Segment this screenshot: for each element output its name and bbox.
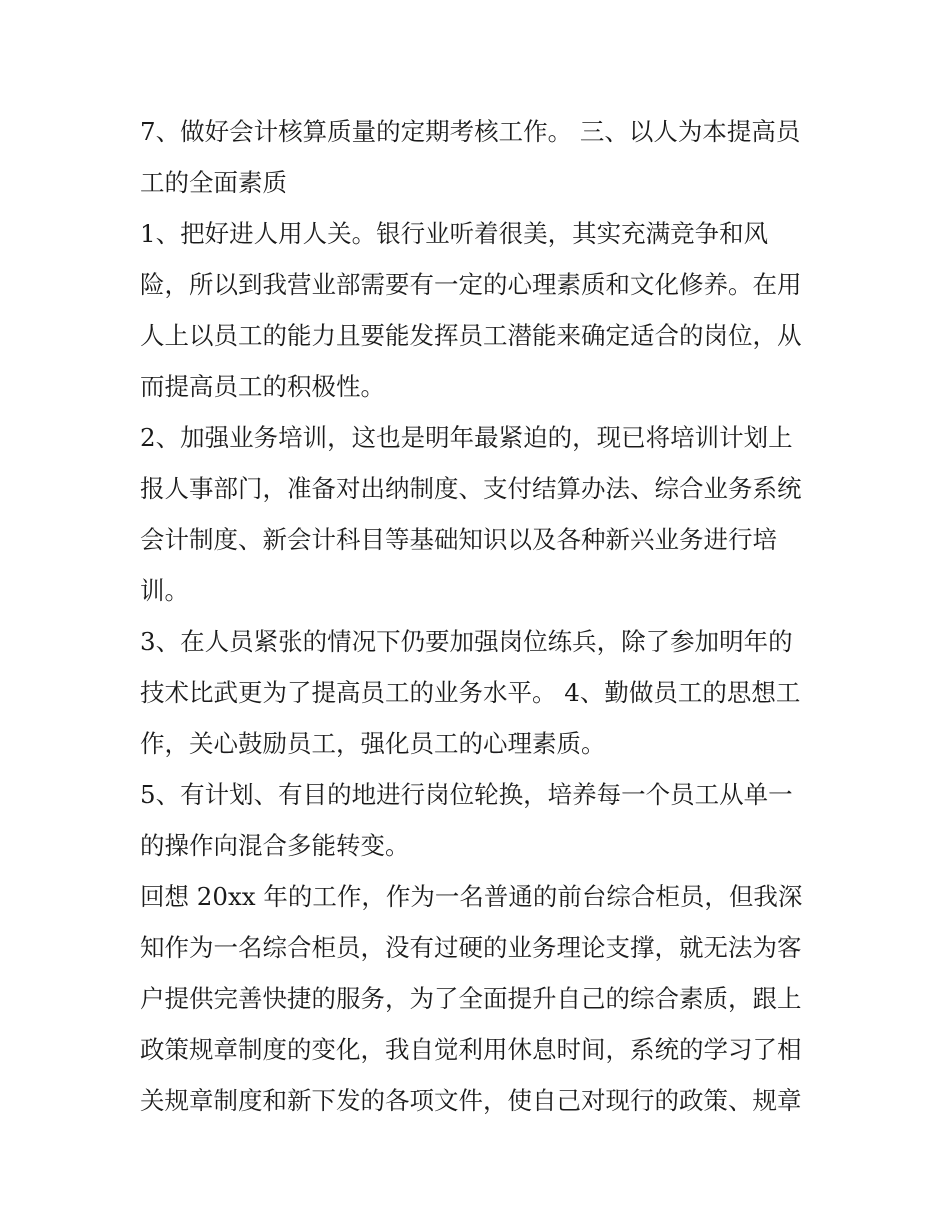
text-line: 户提供完善快捷的服务，为了全面提升自己的综合素质，跟上 — [140, 984, 802, 1013]
text-line: 7、做好会计核算质量的定期考核工作。 三、以人为本提高员 — [140, 117, 801, 146]
text-line: 2、加强业务培训，这也是明年最紧迫的，现已将培训计划上 — [140, 423, 793, 452]
text-line: 知作为一名综合柜员，没有过硬的业务理论支撑，就无法为客 — [140, 933, 802, 962]
paragraph-item-5 — [140, 769, 830, 871]
document-body — [140, 106, 830, 1126]
paragraph-item-2 — [140, 412, 830, 616]
text-line: 工的全面素质 — [140, 168, 287, 197]
text-line: 关规章制度和新下发的各项文件，使自己对现行的政策、规章 — [140, 1086, 802, 1115]
text-line: 作，关心鼓励员工，强化员工的心理素质。 — [140, 729, 606, 758]
text-line: 的操作向混合多能转变。 — [140, 831, 410, 860]
paragraph-item-3 — [140, 616, 830, 769]
text-line: 政策规章制度的变化，我自觉利用休息时间，系统的学习了相 — [140, 1035, 802, 1064]
text-line: 险，所以到我营业部需要有一定的心理素质和文化修养。在用 — [140, 270, 802, 299]
text-line: 而提高员工的积极性。 — [140, 372, 385, 401]
text-line: 训。 — [140, 576, 189, 605]
paragraph-review — [140, 871, 830, 1126]
paragraph-item-1 — [140, 208, 830, 412]
text-line: 会计制度、新会计科目等基础知识以及各种新兴业务进行培 — [140, 525, 777, 554]
text-line: 5、有计划、有目的地进行岗位轮换，培养每一个员工从单一 — [140, 780, 793, 809]
text-line: 报人事部门，准备对出纳制度、支付结算办法、综合业务系统 — [140, 474, 802, 503]
text-line: 技术比武更为了提高员工的业务水平。 4、勤做员工的思想工 — [140, 678, 801, 707]
text-line: 人上以员工的能力且要能发挥员工潜能来确定适合的岗位，从 — [140, 321, 802, 350]
text-line: 3、在人员紧张的情况下仍要加强岗位练兵，除了参加明年的 — [140, 627, 793, 656]
paragraph-item-7 — [140, 106, 830, 208]
text-line: 回想 20xx 年的工作，作为一名普通的前台综合柜员，但我深 — [140, 882, 803, 911]
text-line: 1、把好进人用人关。银行业听着很美，其实充满竞争和风 — [140, 219, 769, 248]
